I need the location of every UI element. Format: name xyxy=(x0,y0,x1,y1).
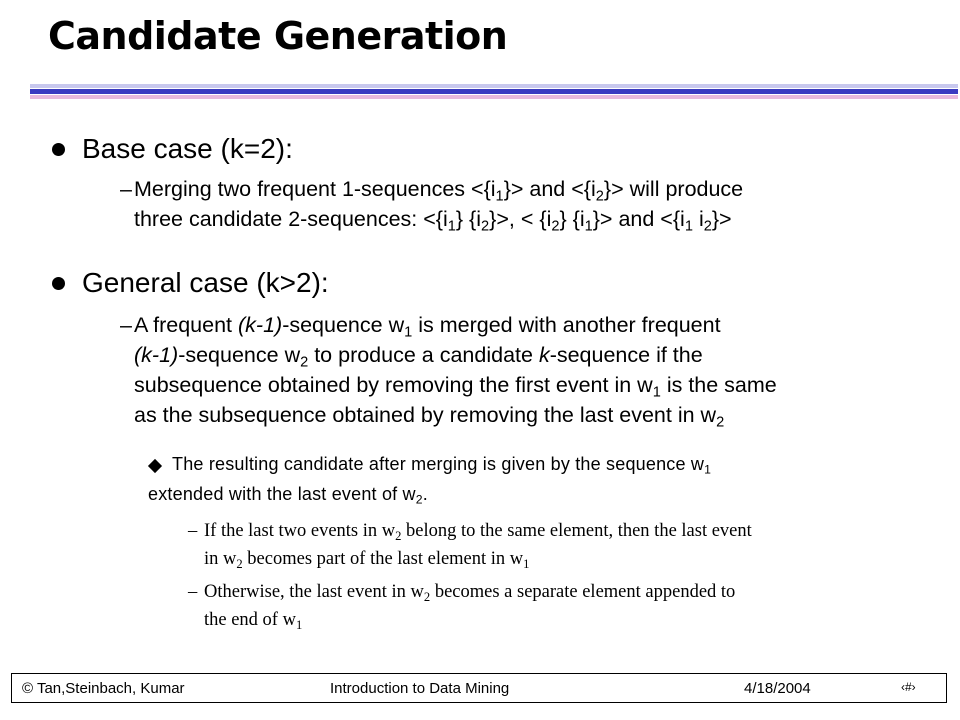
merge-result-line-1: The resulting candidate after merging is given by the sequence $w_1$ xyxy=(172,454,712,477)
footer-date: 4/18/2004 xyxy=(744,680,811,697)
footer-authors: © Tan,Steinbach, Kumar xyxy=(22,680,185,697)
merge-result-line-2: extended with the last event of $w_2$. xyxy=(148,484,428,507)
general-case-line-3: subsequence obtained by removing the first event in $w_1$ is the same xyxy=(134,373,777,401)
title-rule-dark xyxy=(30,89,958,94)
base-case-heading: Base case (k=2): xyxy=(82,133,293,164)
general-case-line-4: as the subsequence obtained by removing the last event in $w_2$ xyxy=(134,403,725,431)
dash-icon: – xyxy=(188,582,198,602)
general-case-heading: General case (k>2): xyxy=(82,267,329,298)
dash-icon: – xyxy=(120,177,132,201)
footer-course-title: Introduction to Data Mining xyxy=(330,680,510,697)
title-rule-pink xyxy=(30,95,958,99)
slide-footer xyxy=(11,673,947,703)
title-rule-light xyxy=(30,84,958,88)
footer-page-number: ‹#› xyxy=(901,680,916,694)
general-case-line-1: A frequent (k-1)-sequence $w_1$ is merged with another frequent xyxy=(134,313,721,341)
dash-icon: – xyxy=(188,521,198,541)
slide-title: Candidate Generation xyxy=(48,14,508,58)
base-case-line-1: Merging two frequent 1-sequences $<\{i_1\}>$ and $<\{i_2\}>$ will produce xyxy=(134,177,744,205)
base-case-line-2: three candidate 2-sequences: $<\{i_1\} \{i_2\}>$, < $\{i_2\}$ $\{i_1\}>$ and $<\{i_1$ $i_2\}>$ xyxy=(134,207,732,235)
merge-result-subitem xyxy=(148,449,928,509)
bullet-dot-icon xyxy=(52,143,65,156)
dash-icon: – xyxy=(120,313,132,337)
bullet-dot-icon xyxy=(52,277,65,290)
general-case-line-2: (k-1)-sequence $w_2$ to produce a candidate k-sequence if the xyxy=(134,343,703,371)
